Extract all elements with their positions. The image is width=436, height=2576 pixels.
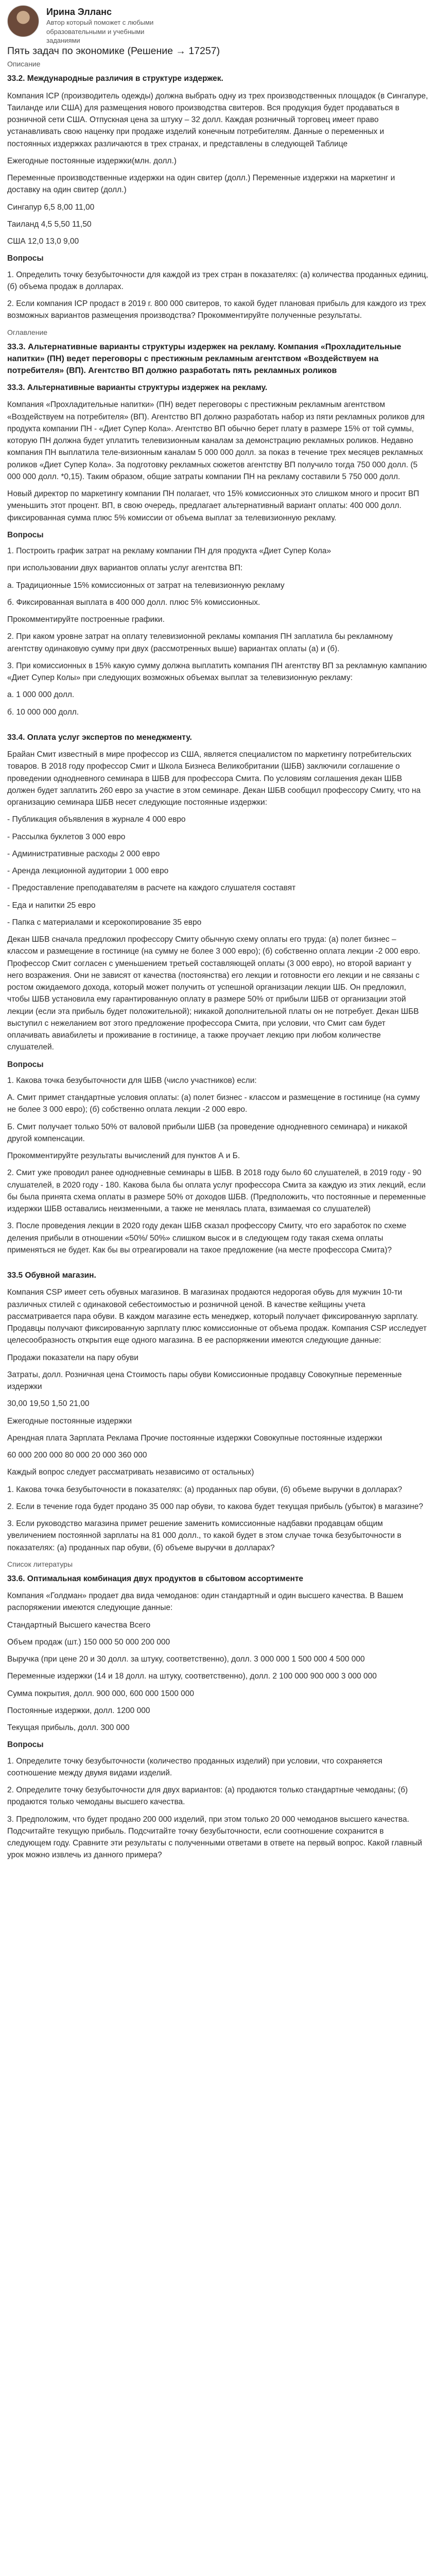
paragraph: - Рассылка буклетов 3 000 евро bbox=[7, 832, 126, 841]
paragraph: 2. Смит уже проводил ранее однодневные семинары в ШБВ. В 2018 году было 60 слушателей, в 2019 году - 90 слушателей, в 2020 году - 180. Какова была бы оплата услуг профессора Смита за каждую из этих лекций, если бы была принята схема оплаты в размере 50% от доходов ШБВ. (Предположить, что постоянные и переменные издержки ШБВ оставались неизменными, а также не менялась плата, взимаемая со слушателей) bbox=[7, 1168, 426, 1214]
paragraph: Выручка (при цене 20 и 30 долл. за штуку, соответственно), долл. 3 000 000 1 500 000 4 500 000 bbox=[7, 1655, 365, 1664]
paragraph: 2. Если в течение года будет продано 35 000 пар обуви, то какова будет текущая прибыль (убыток) в магазине? bbox=[7, 1502, 423, 1511]
paragraph: Ежегодные постоянные издержки(млн. долл.) bbox=[7, 156, 177, 165]
paragraph: 60 000 200 000 80 000 20 000 360 000 bbox=[7, 1451, 147, 1460]
paragraph: 3. Если руководство магазина примет решение заменить комиссионные надбавки продавцам общим увеличением постоянной зарплаты на 81 000 долл., то какой будет в этом случае точка безубыточности в показателях: (а) проданных пар обуви, (б) объеме выручки в долларах? bbox=[7, 1519, 402, 1552]
paragraph: б. 10 000 000 долл. bbox=[7, 707, 79, 717]
questions-heading: Вопросы bbox=[7, 1740, 44, 1750]
paragraph: Сингапур 6,5 8,00 11,00 bbox=[7, 202, 95, 212]
section-heading: 33.6. Оптимальная комбинация двух продуктов в сбытовом ассортименте bbox=[7, 1574, 304, 1583]
paragraph: - Еда и напитки 25 евро bbox=[7, 901, 96, 910]
paragraph: а. 1 000 000 долл. bbox=[7, 690, 75, 700]
section-link-label[interactable]: Список литературы bbox=[7, 1560, 73, 1568]
paragraph: Компания ICP (производитель одежды) должна выбрать одну из трех производственных площадок (в Сингапуре, Таиланде или США) для размещения нового производства свитеров. Вся продукция будет продаваться в розничной сети США. Отпускная цена за штуку – 32 долл. Каждая розничный торговец имеет право устанавливать свою наценку при продаже изделий конечным потребителям. Данные о переменных и постоянных издержках различаются в трех странах, и представлены в следующей Таблице bbox=[7, 91, 428, 148]
author-name[interactable]: Ирина Элланс bbox=[46, 7, 112, 17]
paragraph: Переменные производственные издержки на один свитер (долл.) Переменные издержки на маркетинг и доставку на один свитер (долл.) bbox=[7, 174, 395, 195]
questions-heading: Вопросы bbox=[7, 254, 44, 263]
page-title: Пять задач по экономике (Решение → 17257) bbox=[7, 45, 220, 57]
section-heading: 33.3. Альтернативные варианты структуры издержек на рекламу. Компания «Прохладительные напитки» (ПН) ведет переговоры с престижным рекламным агентством «Воздействуем на потребителя» (ВП). Агентство ВП должно разработать пять рекламных роликов bbox=[7, 342, 402, 375]
author-card[interactable] bbox=[7, 5, 429, 45]
section-heading: 33.5 Обувной магазин. bbox=[7, 1271, 96, 1280]
paragraph: Компания CSP имеет сеть обувных магазинов. В магазинах продаются недорогая обувь для мужчин 10-ти различных стилей с одинаковой себестоимостью и розничной ценой. В качестве кейщины учета рассматривается пара обуви. В каждом магазине есть менеджер, который получает фиксированную зарплату. Продавцы получают фиксированную зарплату плюс комиссионные от объема продаж. Компания CSP исследует целесообразность открытия еще одного магазина. В ее распоряжении имеются следующие данные: bbox=[7, 1288, 427, 1345]
paragraph: 3. После проведения лекции в 2020 году декан ШБВ сказал профессору Смиту, что его заработок по схеме деления прибыли в отношении «50%/ 50%» слишком высок и в следующем году такая схема оплаты применяться не будет. Как бы вы отреагировали на такое предложение (на месте профессора Смита)? bbox=[7, 1222, 407, 1255]
paragraph: 1. Какова точка безубыточности для ШБВ (число участников) если: bbox=[7, 1076, 257, 1085]
paragraph: 1. Построить график затрат на рекламу компании ПН для продукта «Диет Супер Кола» bbox=[7, 547, 332, 556]
task-section bbox=[7, 73, 429, 321]
paragraph: Брайан Смит известный в мире профессор из США, является специалистом по маркетингу потребительских товаров. В 2018 году профессор Смит и Школа Бизнеса Великобритании (ШБВ) заключили соглашение о проведении однодневного семинара в ШБВ для профессора Смита. По условиям соглашения декан ШБВ должен будет заплатить 260 евро за участие в этом семинаре. Декан ШБВ сообщил профессору Смиту, что на организацию семинара ШБВ несет следующие постоянные издержки: bbox=[7, 750, 421, 807]
paragraph: Новый директор по маркетингу компании ПН полагает, что 15% комиссионных это слишком много и просит ВП уменьшить этот процент. ВП, в свою очередь, предлагает альтернативный вариант оплаты: 400 000 долл. фиксированная сумма плюс 5% комиссии от объема выплат за телевизионную рекламу. bbox=[7, 489, 420, 522]
paragraph: Постоянные издержки, долл. 1200 000 bbox=[7, 1706, 150, 1715]
paragraph: - Папка с материалами и ксерокопирование 35 евро bbox=[7, 918, 202, 927]
author-description: Автор который поможет с любыми образовательными и учебными заданиями bbox=[46, 19, 154, 45]
paragraph: Компания «Голдман» продает два вида чемоданов: один стандартный и один высшего качества. В Вашем распоряжении имеются следующие данные: bbox=[7, 1591, 404, 1613]
section-divider bbox=[7, 723, 429, 728]
paragraph: - Аренда лекционной аудитории 1 000 евро bbox=[7, 867, 169, 876]
task-section bbox=[7, 382, 429, 728]
paragraph: Каждый вопрос следует рассматривать независимо от остальных) bbox=[7, 1468, 254, 1477]
paragraph: - Административные расходы 2 000 евро bbox=[7, 849, 160, 858]
paragraph: Переменные издержки (14 и 18 долл. на штуку, соответственно), долл. 2 100 000 900 000 3 000 000 bbox=[7, 1672, 377, 1681]
task-section bbox=[7, 1559, 429, 1861]
author-avatar[interactable] bbox=[7, 5, 39, 37]
paragraph: Декан ШБВ сначала предложил профессору Смиту обычную схему оплаты его труда: (а) полет бизнес – классом и размещение в гостинице (на сумму не более 3 000 евро); (б) собственно оплата лекции -2 000 евро. Профессор Смит согласен с уменьшением третьей составляющей оплаты (3 000 евро), но второй вариант у него возражения. Они не зависят от качества (постоянства) его лекции и готовности его лекции и не связаны с ростом ожидаемого дохода, который может получить от успешной организации лекции ШБ. Он предложил, чтобы ШБВ установила ему гарантированную оплату в размере 50% от прибыли ШБВ от организации этой лекции (если эта прибыль будет положительной); никакой дополнительной платы он не потребует. Декан ШБВ выступил с нежеланием вот этого предложение профессора Смита, при условии, что Смит сам будет оплачивать авиабилеты и проживание в гостинице, а также проучает лекцию при любом количестве слушателей. bbox=[7, 935, 421, 1052]
task-section bbox=[7, 1269, 429, 1554]
paragraph: Б. Смит получает только 50% от валовой прибыли ШБВ (за проведение однодневного семинара) и никакой другой компенсации. bbox=[7, 1122, 408, 1143]
section-heading: 33.3. Альтернативные варианты структуры издержек на рекламу. bbox=[7, 383, 268, 393]
paragraph: 1. Определить точку безубыточности для каждой из трех стран в показателях: (а) количества проданных единиц, (б) объема продаж в долларах. bbox=[7, 270, 428, 291]
paragraph: Ежегодные постоянные издержки bbox=[7, 1416, 132, 1426]
paragraph: Таиланд 4,5 5,50 11,50 bbox=[7, 219, 92, 229]
section-heading: 33.4. Оплата услуг экспертов по менеджменту. bbox=[7, 733, 192, 742]
paragraph: при использовании двух вариантов оплаты услуг агентства ВП: bbox=[7, 564, 243, 573]
paragraph: Сумма покрытия, долл. 900 000, 600 000 1500 000 bbox=[7, 1689, 194, 1698]
author-info bbox=[46, 5, 165, 45]
paragraph: А. Смит примет стандартные условия оплаты: (а) полет бизнес - классом и размещение в гостинице (на сумму не более 3 000 евро); (б) собственно оплата лекции -2 000 евро. bbox=[7, 1093, 420, 1114]
paragraph: б. Фиксированная выплата в 400 000 долл. плюс 5% комиссионных. bbox=[7, 598, 260, 607]
questions-heading: Вопросы bbox=[7, 1060, 44, 1069]
paragraph: Текущая прибыль, долл. 300 000 bbox=[7, 1723, 130, 1733]
task-section bbox=[7, 327, 429, 377]
questions-heading: Вопросы bbox=[7, 530, 44, 539]
paragraph: 2. При каком уровне затрат на оплату телевизионной рекламы компания ПН заплатила бы рекламному агентству одинаковую сумму при двух (рассмотренных выше) вариантах оплаты (а) и (б). bbox=[7, 632, 393, 653]
paragraph: США 12,0 13,0 9,00 bbox=[7, 237, 79, 246]
paragraph: 2. Определите точку безубыточности для двух вариантов: (а) продаются только стандартные чемоданы; (б) продаются только чемоданы высшего качества. bbox=[7, 1786, 408, 1807]
paragraph: Затраты, долл. Розничная цена Стоимость пары обуви Комиссионные продавцу Совокупные переменные издержки bbox=[7, 1370, 402, 1392]
paragraph: Стандартный Высшего качества Всего bbox=[7, 1620, 151, 1630]
paragraph: 2. Если компания ICP продаст в 2019 г. 800 000 свитеров, то какой будет плановая прибыль для каждого из трех возможных вариантов размещения производства? Прокомментируйте полученные результаты. bbox=[7, 299, 426, 320]
paragraph: Прокомментируйте построенные графики. bbox=[7, 615, 165, 624]
description-label: Описание bbox=[7, 60, 41, 69]
section-link-label[interactable]: Оглавление bbox=[7, 328, 48, 336]
paragraph: а. Традиционные 15% комиссионных от затрат на телевизионную рекламу bbox=[7, 581, 285, 590]
section-heading: 33.2. Международные различия в структуре издержек. bbox=[7, 74, 223, 83]
paragraph: 30,00 19,50 1,50 21,00 bbox=[7, 1399, 90, 1409]
paragraph: Объем продаж (шт.) 150 000 50 000 200 000 bbox=[7, 1637, 170, 1647]
paragraph: 3. При комиссионных в 15% какую сумму должна выплатить компания ПН агентству ВП за рекламную кампанию «Диет Супер Колы» при следующих возможных объемах выплат за телевизионную рекламу: bbox=[7, 661, 427, 683]
section-divider bbox=[7, 1261, 429, 1266]
paragraph: Прокомментируйте результаты вычислений для пунктов А и Б. bbox=[7, 1151, 240, 1161]
task-section bbox=[7, 732, 429, 1266]
paragraph: Продажи показатели на пару обуви bbox=[7, 1353, 138, 1362]
paragraph: - Предоставление преподавателям в расчете на каждого слушателя составят bbox=[7, 884, 296, 893]
paragraph: 1. Определите точку безубыточности (количество проданных изделий) при условии, что сохраняется соотношение между двумя видами изделий. bbox=[7, 1756, 382, 1777]
paragraph: 3. Предположим, что будет продано 200 000 изделий, при этом только 20 000 чемоданов высшего качества. Подсчитайте текущую прибыль. Подсчитайте точку безубыточности, если соотношение сохранится в следующем году. Сравните эти результаты с полученными ответами в ответе на первый вопрос. Какой главный урок можно извлечь из данного примера? bbox=[7, 1815, 423, 1860]
paragraph: Арендная плата Зарплата Реклама Прочие постоянные издержки Совокупные постоянные издержки bbox=[7, 1433, 382, 1443]
paragraph: - Публикация объявления в журнале 4 000 евро bbox=[7, 815, 186, 824]
paragraph: Компания «Прохладительные напитки» (ПН) ведет переговоры с престижным рекламным агентством «Воздействуем на потребителя» (ВП). Агентство ВП должно разработать набор из пяти рекламных роликов для продукта компании ПН - «Диет Супер Кола». Агентство ВП обычно берет плату в размере 15% от той суммы, которую ПН должна будет уплатить телевизионным каналам за демонстрацию рекламных роликов. Недавно компания ПН выплатила теле-визионным каналам 5 000 000 долл. за показ в течение трех месяцев рекламных роликов «Диет Супер Кола». За подготовку рекламных сюжетов агентству ВП получило тогда 750 000 долл. (5 000 000 долл. *0,15). Таким образом, общие затраты компании ПН на рекламу составили 5 750 000 долл. bbox=[7, 400, 425, 481]
task-content bbox=[7, 73, 429, 1861]
paragraph: 1. Какова точка безубыточности в показателях: (а) проданных пар обуви, (б) объеме выручки в долларах? bbox=[7, 1485, 403, 1494]
